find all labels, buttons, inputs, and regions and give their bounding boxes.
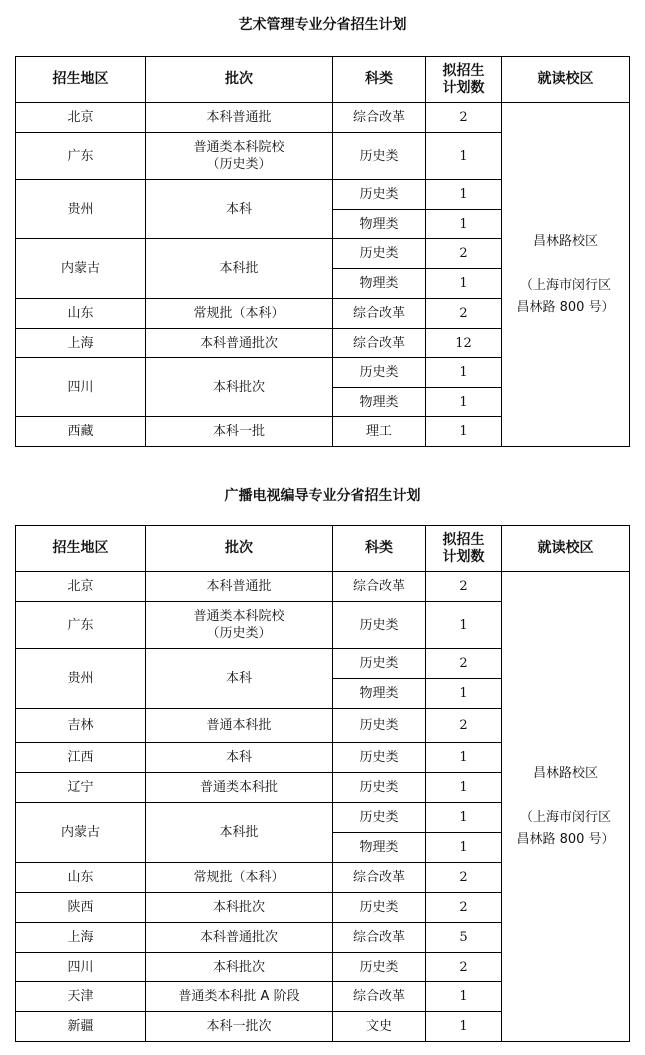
table1 [15, 56, 630, 447]
batch-cell: 本科 [146, 180, 333, 239]
table-header-row [16, 57, 630, 103]
batch-cell: 本科普通批 [146, 103, 333, 133]
campus-cell [502, 103, 630, 447]
header-subject: 科类 [333, 526, 426, 572]
batch-cell: 本科 [146, 649, 333, 709]
subject-cell: 物理类 [333, 210, 426, 239]
count-cell: 12 [426, 329, 502, 358]
subject-cell: 物理类 [333, 679, 426, 709]
batch-cell: 普通类本科院校 （历史类） [146, 133, 333, 180]
subject-cell: 历史类 [333, 180, 426, 210]
header-campus: 就读校区 [502, 526, 630, 572]
batch-cell: 普通类本科批 [146, 773, 333, 803]
count-cell: 1 [426, 417, 502, 447]
subject-cell: 物理类 [333, 833, 426, 863]
region-cell: 山东 [16, 863, 146, 893]
region-cell: 江西 [16, 743, 146, 773]
campus-address: （上海市闵行区 昌林路 800 号） [516, 809, 615, 847]
region-cell: 辽宁 [16, 773, 146, 803]
campus-cell [502, 572, 630, 1042]
subject-cell: 历史类 [333, 133, 426, 180]
campus-address: （上海市闵行区 昌林路 800 号） [516, 277, 615, 315]
region-cell: 上海 [16, 329, 146, 358]
subject-cell: 历史类 [333, 803, 426, 833]
count-cell: 2 [426, 893, 502, 923]
region-cell: 新疆 [16, 1012, 146, 1042]
count-cell: 2 [426, 572, 502, 602]
count-cell: 1 [426, 982, 502, 1012]
subject-cell: 综合改革 [333, 923, 426, 953]
table1-title: 艺术管理专业分省招生计划 [238, 17, 407, 33]
table2-title: 广播电视编导专业分省招生计划 [224, 488, 421, 504]
subject-cell: 历史类 [333, 773, 426, 803]
region-cell: 上海 [16, 923, 146, 953]
batch-cell: 普通类本科批 A 阶段 [146, 982, 333, 1012]
region-cell: 内蒙古 [16, 803, 146, 863]
count-cell: 1 [426, 743, 502, 773]
batch-cell: 本科一批 [146, 417, 333, 447]
header-batch: 批次 [146, 57, 333, 103]
header-subject: 科类 [333, 57, 426, 103]
batch-cell: 本科普通批次 [146, 329, 333, 358]
subject-cell: 综合改革 [333, 982, 426, 1012]
header-count: 拟招生 计划数 [426, 526, 502, 572]
subject-cell: 综合改革 [333, 299, 426, 329]
count-cell: 2 [426, 649, 502, 679]
campus-name: 昌林路校区 [532, 765, 598, 781]
region-cell: 吉林 [16, 709, 146, 743]
header-batch: 批次 [146, 526, 333, 572]
count-cell: 1 [426, 833, 502, 863]
count-cell: 2 [426, 953, 502, 982]
table2 [15, 525, 630, 1042]
subject-cell: 综合改革 [333, 103, 426, 133]
count-cell: 2 [426, 709, 502, 743]
batch-cell: 本科批次 [146, 358, 333, 417]
count-cell: 1 [426, 180, 502, 210]
subject-cell: 历史类 [333, 649, 426, 679]
count-cell: 1 [426, 773, 502, 803]
region-cell: 内蒙古 [16, 239, 146, 299]
count-cell: 2 [426, 239, 502, 269]
subject-cell: 历史类 [333, 743, 426, 773]
count-cell: 1 [426, 269, 502, 299]
region-cell: 山东 [16, 299, 146, 329]
batch-cell: 本科普通批次 [146, 923, 333, 953]
region-cell: 四川 [16, 953, 146, 982]
batch-cell: 普通本科批 [146, 709, 333, 743]
region-cell: 贵州 [16, 649, 146, 709]
count-cell: 1 [426, 1012, 502, 1042]
subject-cell: 物理类 [333, 269, 426, 299]
count-cell: 2 [426, 863, 502, 893]
subject-cell: 综合改革 [333, 572, 426, 602]
batch-cell: 本科普通批 [146, 572, 333, 602]
count-cell: 1 [426, 388, 502, 417]
count-cell: 1 [426, 679, 502, 709]
subject-cell: 文史 [333, 1012, 426, 1042]
subject-cell: 物理类 [333, 388, 426, 417]
batch-cell: 本科批 [146, 239, 333, 299]
batch-cell: 本科一批次 [146, 1012, 333, 1042]
batch-cell: 本科批次 [146, 953, 333, 982]
count-cell: 1 [426, 133, 502, 180]
batch-cell: 本科批 [146, 803, 333, 863]
table-header-row [16, 526, 630, 572]
region-cell: 贵州 [16, 180, 146, 239]
subject-cell: 历史类 [333, 953, 426, 982]
region-cell: 四川 [16, 358, 146, 417]
count-cell: 1 [426, 358, 502, 388]
subject-cell: 历史类 [333, 602, 426, 649]
region-cell: 西藏 [16, 417, 146, 447]
region-cell: 广东 [16, 602, 146, 649]
table-row [16, 572, 630, 602]
count-cell: 2 [426, 299, 502, 329]
count-cell: 1 [426, 210, 502, 239]
count-cell: 5 [426, 923, 502, 953]
batch-cell: 本科 [146, 743, 333, 773]
header-campus: 就读校区 [502, 57, 630, 103]
region-cell: 北京 [16, 103, 146, 133]
header-count: 拟招生 计划数 [426, 57, 502, 103]
subject-cell: 综合改革 [333, 863, 426, 893]
batch-cell: 普通类本科院校 （历史类） [146, 602, 333, 649]
subject-cell: 历史类 [333, 358, 426, 388]
batch-cell: 本科批次 [146, 893, 333, 923]
header-region: 招生地区 [16, 526, 146, 572]
region-cell: 天津 [16, 982, 146, 1012]
batch-cell: 常规批（本科） [146, 299, 333, 329]
count-cell: 2 [426, 103, 502, 133]
subject-cell: 理工 [333, 417, 426, 447]
table-row [16, 103, 630, 133]
region-cell: 广东 [16, 133, 146, 180]
region-cell: 北京 [16, 572, 146, 602]
subject-cell: 综合改革 [333, 329, 426, 358]
region-cell: 陕西 [16, 893, 146, 923]
subject-cell: 历史类 [333, 709, 426, 743]
subject-cell: 历史类 [333, 893, 426, 923]
count-cell: 1 [426, 602, 502, 649]
header-region: 招生地区 [16, 57, 146, 103]
subject-cell: 历史类 [333, 239, 426, 269]
batch-cell: 常规批（本科） [146, 863, 333, 893]
campus-name: 昌林路校区 [532, 233, 598, 249]
count-cell: 1 [426, 803, 502, 833]
